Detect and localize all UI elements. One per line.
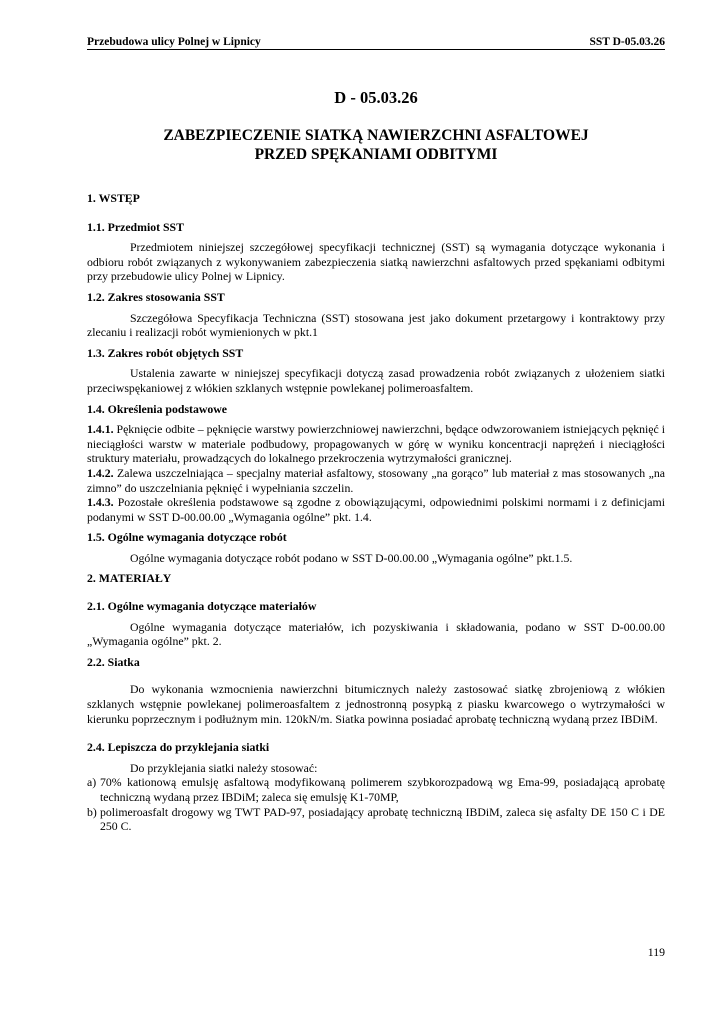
header-spec-code: SST D-05.03.26 xyxy=(589,36,665,48)
paragraph-1-3: Ustalenia zawarte w niniejszej specyfikacji dotyczą zasad prowadzenia robót związanych z ułożeniem siatki przeciwspękaniowej z włókien szklanych wstępnie powlekanej polimeroasfaltem. xyxy=(87,366,665,395)
document-title xyxy=(87,126,665,164)
section-heading-2-2: 2.2. Siatka xyxy=(87,654,140,669)
document-body xyxy=(87,191,665,834)
definition-text: Pozostałe określenia podstawowe są zgodne z obowiązującymi, odpowiednimi polskimi normami i z definicjami podanymi w SST D-00.00.00 „Wymagania ogólne” pkt. 1.4. xyxy=(87,495,665,524)
paragraph-1-1: Przedmiotem niniejszej szczegółowej specyfikacji technicznej (SST) są wymagania dotyczące wykonania i odbioru robót związanych z wykonywaniem zabezpieczenia siatką nawierzchni asfaltowych przed spękaniami odbitymi przy przebudowie ulicy Polnej w Lipnicy. xyxy=(87,240,665,284)
list-marker: b) xyxy=(87,804,97,819)
definition-text: Pęknięcie odbite – pęknięcie warstwy powierzchniowej nawierzchni, będące odwzorowaniem istniejących pęknięć i nieciągłości warstw w materiale podbudowy, propagowanych w górę w wyniku koncentracji naprężeń i nieciągłości struktury materiału, prowadzących do lokalnego przekroczenia wytrzymałości granicznej. xyxy=(87,422,665,466)
paragraph-1-2: Szczegółowa Specyfikacja Techniczna (SST) stosowana jest jako dokument przetargowy i kontraktowy przy zlecaniu i realizacji robót wymienionych w pkt.1 xyxy=(87,310,665,340)
paragraph-2-1: Ogólne wymagania dotyczące materiałów, ich pozyskiwania i składowania, podano w SST D-00.00.00 „Wymagania ogólne” pkt. 2. xyxy=(87,619,665,649)
list-item-text: polimeroasfalt drogowy wg TWT PAD-97, posiadający aprobatę techniczną IBDiM, zaleca się asfalty DE 150 C i DE 250 C. xyxy=(100,804,665,834)
definition-1-4-3 xyxy=(87,495,665,524)
list-item xyxy=(87,805,665,834)
section-heading-2-1: 2.1. Ogólne wymagania dotyczące materiałów xyxy=(87,599,317,614)
section-heading-1-2: 1.2. Zakres stosowania SST xyxy=(87,289,225,304)
section-heading-1-4: 1.4. Określenia podstawowe xyxy=(87,401,228,416)
section-heading-2-4: 2.4. Lepiszcza do przyklejania siatki xyxy=(87,740,270,755)
section-heading-1-1: 1.1. Przedmiot SST xyxy=(87,219,184,234)
header-project-title: Przebudowa ulicy Polnej w Lipnicy xyxy=(87,36,261,48)
section-heading-1-3: 1.3. Zakres robót objętych SST xyxy=(87,345,244,360)
document-code: D - 05.03.26 xyxy=(334,88,418,107)
definition-number: 1.4.2. xyxy=(87,465,114,480)
list-marker: a) xyxy=(87,775,97,790)
definition-1-4-1 xyxy=(87,422,665,466)
running-header xyxy=(87,36,665,50)
list-item-text: 70% kationową emulsję asfaltową modyfikowaną polimerem szybkorozpadową wg Ema-99, posiadającą aprobatę techniczną wydaną przez IBDiM; zaleca się emulsję K1-70MP, xyxy=(100,775,665,804)
paragraph-1-5: Ogólne wymagania dotyczące robót podano w SST D-00.00.00 „Wymagania ogólne” pkt.1.5. xyxy=(130,550,573,565)
definition-text: Zalewa uszczelniająca – specjalny materiał asfaltowy, stosowany „na gorąco” lub materiał z mas stosowanych „na zimno” do uszczelniania pęknięć i wypełniania szczelin. xyxy=(87,465,665,495)
definition-number: 1.4.3. xyxy=(87,495,114,510)
definition-number: 1.4.1. xyxy=(87,422,114,437)
document-title-line-2: PRZED SPĘKANIAMI ODBITYMI xyxy=(254,146,498,163)
document-title-line-1: ZABEZPIECZENIE SIATKĄ NAWIERZCHNI ASFALTOWEJ xyxy=(163,127,589,144)
page-number: 119 xyxy=(647,945,665,959)
definition-1-4-2 xyxy=(87,466,665,495)
list-item xyxy=(87,775,665,804)
paragraph-2-4-intro: Do przyklejania siatki należy stosować: xyxy=(130,760,318,775)
section-heading-1-5: 1.5. Ogólne wymagania dotyczące robót xyxy=(87,530,287,545)
paragraph-2-2: Do wykonania wzmocnienia nawierzchni bitumicznych należy zastosować siatkę zbrojeniową z włókien szklanych wstępnie powlekanej polimeroasfaltem z jednostronną posypką z piasku kwarcowego o wytrzymałości w kierunku poprzecznym i podłużnym min. 120kN/m. Siatka powinna posiadać aprobatę techniczną wydaną przez IBDiM. xyxy=(87,682,665,726)
section-heading-1: 1. WSTĘP xyxy=(87,191,140,205)
section-heading-2: 2. MATERIAŁY xyxy=(87,571,172,586)
